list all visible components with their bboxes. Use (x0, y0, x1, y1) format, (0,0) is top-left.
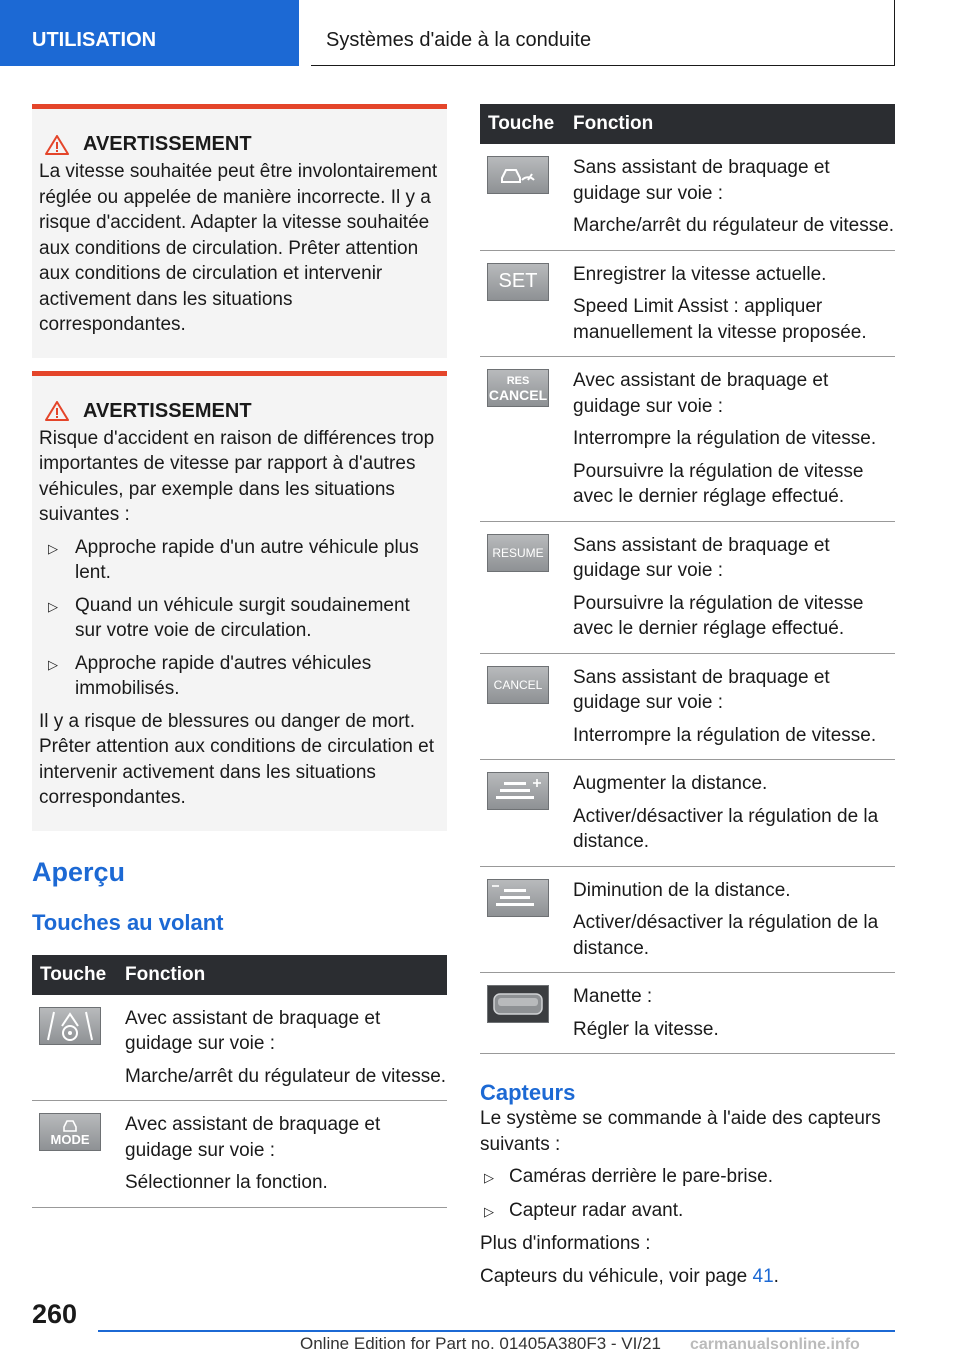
table-row: Manette : Régler la vitesse. (480, 973, 895, 1054)
page-reference: Capteurs du véhicule, voir page 41. (480, 1265, 779, 1287)
table-row: SET Enregistrer la vitesse actuelle. Speed Limit Assist : appliquer manuellement la vitesse proposée. (480, 251, 895, 358)
warning-box-1 (32, 104, 447, 358)
cancel-button-icon: CANCEL (487, 666, 549, 704)
warning-triangle-icon (45, 401, 69, 421)
table-row: RESUME Sans assistant de braquage et guidage sur voie : Poursuivre la régulation de vitesse avec le dernier réglage effectué. (480, 522, 895, 654)
distance-increase-icon (487, 772, 549, 810)
subsection-title: Touches au volant (32, 909, 224, 935)
section-title: Aperçu (32, 856, 126, 887)
list-item: ▷ Caméras derrière le pare-brise. (480, 1164, 895, 1191)
steering-wheel-buttons-table-continued (480, 104, 895, 1054)
table-row: Avec assistant de braquage et guidage sur voie : Marche/arrêt du régulateur de vitesse. (32, 995, 447, 1102)
left-column (32, 104, 447, 1208)
list-item: ▷ Approche rapide d'un autre véhicule plus lent. (39, 535, 440, 586)
header-chapter: Systèmes d'aide à la conduite (311, 0, 895, 66)
table-row: MODE Avec assistant de braquage et guidage sur voie : Sélectionner la fonction. (32, 1101, 447, 1208)
more-info-label: Plus d'informations : (480, 1233, 651, 1254)
warning-triangle-icon (45, 135, 69, 155)
table-row: CANCEL Sans assistant de braquage et guidage sur voie : Interrompre la régulation de vitesse. (480, 654, 895, 761)
footer-edition: Online Edition for Part no. 01405A380F3 - VI/21 (300, 1334, 662, 1353)
list-item: ▷ Capteur radar avant. (480, 1198, 895, 1225)
warning-intro: Risque d'accident en raison de différences trop importantes de vitesse par rapport à d'autres véhicules, par exemple dans les situations suivantes : (39, 427, 435, 525)
table-header: Touche Fonction (32, 955, 447, 995)
bullet-triangle-icon: ▷ (48, 598, 58, 614)
bullet-triangle-icon: ▷ (484, 1203, 494, 1219)
set-button-icon: SET (487, 263, 549, 301)
res-cancel-button-icon: RES CANCEL (487, 369, 549, 407)
warning-outro: Il y a risque de blessures ou danger de mort. Prêter attention aux conditions de circulation et intervenir activement dans les situations correspondantes. (39, 710, 435, 808)
distance-decrease-icon (487, 879, 549, 917)
watermark: carmanualsonline.info (690, 1336, 860, 1353)
mode-button-icon: MODE (39, 1113, 101, 1151)
list-item: ▷ Approche rapide d'autres véhicules immobilisés. (39, 651, 440, 702)
page-link[interactable]: 41 (752, 1265, 774, 1287)
header-section: UTILISATION (0, 0, 299, 66)
table-header: Touche Fonction (480, 104, 895, 144)
page-number: 260 (32, 1299, 78, 1329)
warning-title: AVERTISSEMENT (83, 399, 252, 422)
steering-assist-icon (39, 1007, 101, 1045)
rocker-switch-icon (487, 985, 549, 1023)
steering-wheel-buttons-table (32, 955, 447, 1208)
list-item: ▷ Quand un véhicule surgit soudainement sur votre voie de circulation. (39, 593, 440, 644)
bullet-triangle-icon: ▷ (48, 656, 58, 672)
bullet-triangle-icon: ▷ (48, 540, 58, 556)
table-row: Sans assistant de braquage et guidage sur voie : Marche/arrêt du régulateur de vitesse. (480, 144, 895, 251)
sensors-intro: Le système se commande à l'aide des capteurs suivants : (480, 1108, 881, 1155)
table-row: Augmenter la distance. Activer/désactiver la régulation de la distance. (480, 760, 895, 867)
cruise-control-icon (487, 156, 549, 194)
bullet-triangle-icon: ▷ (484, 1170, 494, 1185)
warning-text: La vitesse souhaitée peut être involontairement réglée ou appelée de manière incorrecte. Il y a risque d'accident. Adapter la vitesse souhaitée aux conditions de circulation. Prêter attention aux conditions de circulation et intervenir activement dans les situations correspondantes. (39, 161, 438, 335)
footer-divider (98, 1330, 895, 1332)
table-row: RES CANCEL Avec assistant de braquage et guidage sur voie : Interrompre la régulation de vitesse. Poursuivre la régulation de vitesse avec le dernier réglage effectué. (480, 357, 895, 522)
table-row: Diminution de la distance. Activer/désactiver la régulation de la distance. (480, 867, 895, 974)
warning-title: AVERTISSEMENT (83, 133, 252, 155)
resume-button-icon: RESUME (487, 534, 549, 572)
sensors-title: Capteurs (480, 1080, 576, 1105)
right-column (480, 104, 895, 1289)
warning-box-2 (32, 371, 447, 831)
